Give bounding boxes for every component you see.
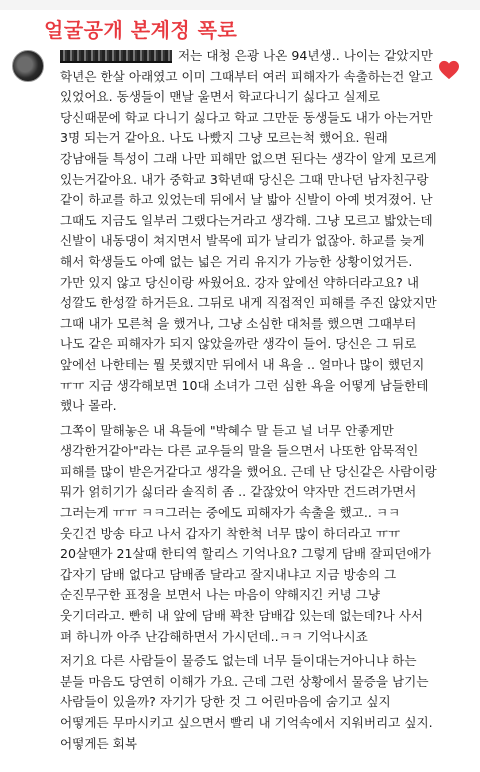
comment-paragraph-3: 저기요 다른 사람들이 물증도 없는데 너무 들이대는거아니냐 하는 분들 마음도 당연히 이해가 가요. 근데 그런 상황에서 물증을 남기는 사람들이 있을까? 자기가 당한 것 그 어린마음에 숨기고 싶지 어떻게든 무마시키고 싶으면서 빨리 내 기억속에서 지워버리고 싶지. 어떻게든 회복 (60, 653, 433, 751)
comment-paragraph-1 (60, 46, 438, 417)
heart-icon[interactable] (438, 60, 460, 80)
post-title: 얼굴공개 본계정 폭로 (44, 18, 238, 42)
status-strip (0, 0, 480, 10)
comment-text-1: 저는 대청 은광 나온 94년생.. 나이는 같았지만 학년은 한살 아래였고 이미 그때부터 여러 피해자가 속출하는건 알고 있었어요. 동생들이 맨날 울면서 학교다니기 싫다고 실제로 당신때문에 학교 다니기 싫다고 학교 그만둔 동생들도 내가 아는거만 3명 되는거 같아요. 나도 나빴지 그냥 모르는척 했어요. 원래 강남애들 특성이 그래 나만 피해만 없으면 된다는 생각이 알게 모르게 있는거같아요. 내가 중학교 3학년때 당신은 그때 만나던 남자친구랑 같이 하교를 하고 있었는데 뒤에서 날 밟아 신발이 아예 벗겨졌어. 난 그때도 지금도 일부러 그랬다는거라고 생각해. 그냥 모르고 밟았는데 신발이 내동댕이 쳐지면서 발목에 피가 날리가 없잖아. 하교를 늦게 해서 학생들도 아예 없는 넓은 거리 유지가 가능한 상황이었거든. 가만 있지 않고 당신이랑 싸웠어요. 강자 앞에선 약하더라고요? 내 성깔도 한성깔 하거든요. 그뒤로 내게 직접적인 피해를 주진 않았지만 그때 내가 모른척 을 했거나, 그냥 소심한 대처를 했으면 그때부터 나도 같은 피해자가 되지 않았을까란 생각이 들어. 당신은 그 뒤로 앞에선 나한테는 뭘 못했지만 뒤에서 내 욕을 .. 얼마나 많이 했던지 ㅠㅠ 지금 생각해보면 10대 소녀가 그런 심한 욕을 어떻게 남들한테 했나 몰라. (60, 48, 437, 414)
comment-body (60, 46, 438, 754)
commenter-avatar[interactable] (12, 50, 44, 82)
comment-paragraph-2: 그쪽이 말해놓은 내 욕들에 "박혜수 말 듣고 널 너무 안좋게만 생각한거같아"라는 다른 교우들의 말을 들으면서 나또한 암묵적인 피해를 많이 받은거같다고 생각을 했어요. 근데 난 당신같은 사람이랑 뭐가 얽히기가 싫더라 솔직히 좀 .. 같잖았어 약자만 건드려가면서 그러는게 ㅠㅠ ㅋㅋ그러는 중에도 피해자가 속출을 했고.. ㅋㅋ 웃긴건 방송 타고 나서 갑자기 착한척 너무 많이 하더라고 ㅠㅠ 20살땐가 21살때 한티역 할리스 기억나요? 그렇게 담배 잘피던애가 갑자기 담배 없다고 담배좀 달라고 잘지내냐고 지금 방송의 그 순진무구한 표정을 보면서 나는 마음이 약해지긴 커녕 그냥 웃기더라고. 빤히 내 앞에 담배 꽉찬 담배갑 있는데 없는데?나 사서 펴 하니까 아주 난감해하면서 가시던데..ㅋㅋ 기억나시죠 (60, 422, 437, 644)
redacted-username (60, 50, 172, 63)
